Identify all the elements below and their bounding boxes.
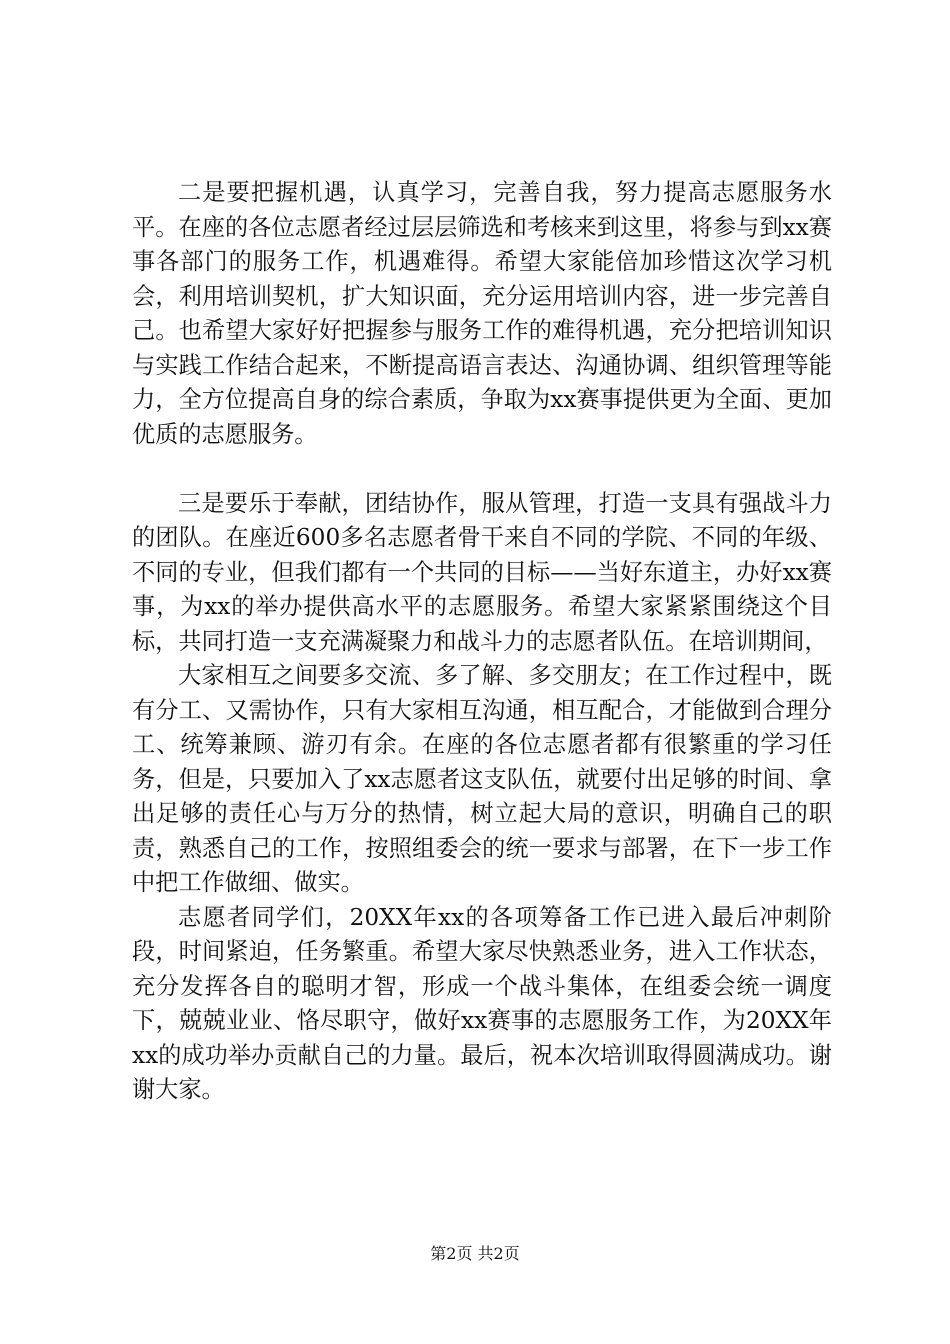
paragraph-dedication-teamwork: 三是要乐于奉献，团结协作，服从管理，打造一支具有强战斗力的团队。在座近600多名志愿者骨干来自不同的学院、不同的年级、不同的专业，但我们都有一个共同的目标——当好东道主，办好xx赛事，为xx的举办提供高水平的志愿服务。希望大家紧紧围绕这个目标，共同打造一支充满凝聚力和战斗力的志愿者队伍。在培训期间， — [132, 489, 832, 655]
page-number-footer: 第2页 共2页 — [430, 1244, 520, 1263]
paragraph-closing: 志愿者同学们，20XX年xx的各项筹备工作已进入最后冲刺阶段，时间紧迫，任务繁重。希望大家尽快熟悉业务，进入工作状态，充分发挥各自的聪明才智，形成一个战斗集体，在组委会统一调度下，兢兢业业、恪尽职守，做好xx赛事的志愿服务工作，为20XX年xx的成功举办贡献自己的力量。最后，祝本次培训取得圆满成功。谢谢大家。 — [132, 903, 832, 1103]
paragraph-communication: 大家相互之间要多交流、多了解、多交朋友；在工作过程中，既有分工、又需协作，只有大家相互沟通，相互配合，才能做到合理分工、统筹兼顾、游刃有余。在座的各位志愿者都有很繁重的学习任务，但是，只要加入了xx志愿者这支队伍，就要付出足够的时间、拿出足够的责任心与万分的热情，树立起大局的意识，明确自己的职责，熟悉自己的工作，按照组委会的统一要求与部署，在下一步工作中把工作做细、做实。 — [132, 662, 832, 896]
document-body — [132, 176, 832, 1108]
paragraph-seize-opportunity: 二是要把握机遇，认真学习，完善自我，努力提高志愿服务水平。在座的各位志愿者经过层层筛选和考核来到这里，将参与到xx赛事各部门的服务工作，机遇难得。希望大家能倍加珍惜这次学习机会，利用培训契机，扩大知识面，充分运用培训内容，进一步完善自己。也希望大家好好把握参与服务工作的难得机遇，充分把培训知识与实践工作结合起来，不断提高语言表达、沟通协调、组织管理等能力，全方位提高自身的综合素质，争取为xx赛事提供更为全面、更加优质的志愿服务。 — [132, 179, 832, 448]
paragraph-spacer — [132, 452, 832, 487]
